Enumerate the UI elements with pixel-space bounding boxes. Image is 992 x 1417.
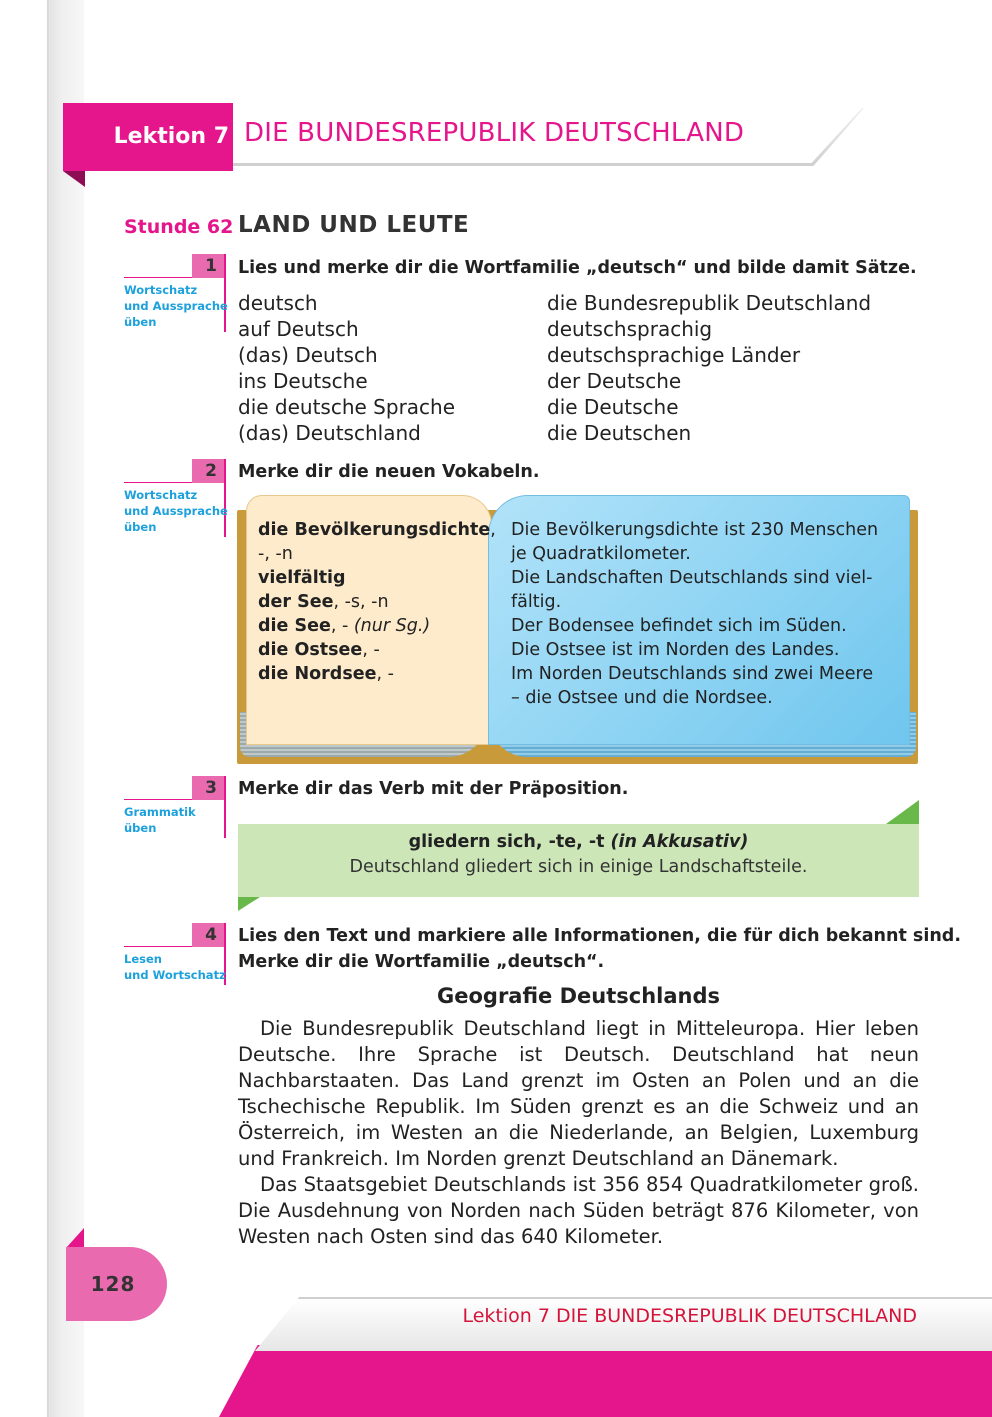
word-item: deutschsprachig [547, 317, 713, 341]
exercise-number: 2 [192, 459, 224, 483]
lesson-label: Lektion 7 [113, 124, 229, 149]
word-item: die deutsche Sprache [238, 395, 456, 419]
word-item: deutschsprachige Länder [547, 343, 801, 367]
vocab-entry: der See, -s, -n [258, 592, 389, 612]
exercise-instruction: Lies den Text und markiere alle Informationen, die für dich bekannt sind. Merke dir die Wortfamilie „deutsch“. [238, 926, 961, 972]
reading-title: Geografie Deutschlands [437, 984, 720, 1008]
vocab-entry: vielfältig [258, 568, 346, 588]
exercise-number: 4 [192, 923, 224, 947]
example-line: je Quadratkilometer. [511, 544, 691, 564]
word-family-right [547, 290, 871, 446]
word-item: (das) Deutsch [238, 343, 378, 367]
stunde-title: LAND UND LEUTE [238, 212, 470, 238]
example-line: Die Bevölkerungsdichte ist 230 Menschen [511, 520, 879, 540]
exercise-marker-rule [124, 799, 192, 800]
reading-text [238, 1016, 919, 1250]
word-item: auf Deutsch [238, 317, 359, 341]
footer-title: Lektion 7 DIE BUNDESREPUBLIK DEUTSCHLAND [462, 1305, 917, 1327]
reading-paragraph: Das Staatsgebiet Deutschlands ist 356 854 Quadratkilometer groß. Die Ausdehnung von Norden nach Süden beträgt 876 Kilometer, von Westen nach Osten sind das 640 Kilometer. [238, 1173, 919, 1248]
exercise-instruction: Merke dir die neuen Vokabeln. [238, 462, 540, 482]
reading-paragraph: Die Bundesrepublik Deutschland liegt in Mitteleuropa. Hier leben Deutsche. Ihre Sprache ist Deutsch. Deutschland hat neun Nachbarstaaten. Das Land grenzt im Osten an Polen und an die Tschechische Republik. Im Süden grenzt es an die Schweiz und an Österreich, im Westen an die Niederlande, an Belgien, Luxemburg und Frankreich. Im Norden grenzt Deutschland an Dänemark. [238, 1017, 919, 1170]
word-family-left [238, 290, 455, 446]
verb-example: Deutschland gliedert sich in einige Landschaftsteile. [349, 857, 808, 877]
vocab-entry: die Ostsee, - [258, 640, 380, 660]
example-line: Die Ostsee ist im Norden des Landes. [511, 640, 840, 660]
example-line: – die Ostsee und die Nordsee. [511, 688, 773, 708]
word-item: (das) Deutschland [238, 421, 421, 445]
exercise-skill-label: Wortschatz und Aussprache üben [124, 283, 228, 329]
page-number: 128 [90, 1272, 136, 1296]
exercise-marker-rule [124, 277, 192, 278]
green-box-corner [238, 897, 260, 911]
exercise-skill-label: Grammatik üben [124, 805, 196, 835]
vocab-entry: die Nordsee, - [258, 664, 394, 684]
exercise-skill-label: Lesen und Wortschatz [124, 952, 226, 982]
example-line: Im Norden Deutschlands sind zwei Meere [511, 664, 874, 684]
vocab-entry: die Bevölkerungsdichte, [258, 520, 496, 540]
vocab-entry: die See, - (nur Sg.) [258, 616, 431, 636]
footer-band [219, 1345, 992, 1417]
exercise-marker-rule [124, 946, 192, 947]
word-item: deutsch [238, 291, 318, 315]
exercise-number: 3 [192, 776, 224, 800]
vocabulary-list [258, 518, 496, 686]
example-sentences [511, 518, 878, 710]
example-line: Der Bodensee befindet sich im Süden. [511, 616, 847, 636]
page-spine-shadow [0, 0, 84, 1417]
example-line: Die Landschaften Deutschlands sind viel- [511, 568, 873, 588]
stunde-label: Stunde 62 [124, 216, 234, 238]
green-box-corner [886, 800, 919, 824]
word-item: die Bundesrepublik Deutschland [547, 291, 872, 315]
exercise-skill-label: Wortschatz und Aussprache üben [124, 488, 228, 534]
exercise-marker-bar [224, 776, 226, 838]
lesson-title: DIE BUNDESREPUBLIK DEUTSCHLAND [244, 118, 745, 148]
word-item: ins Deutsche [238, 369, 368, 393]
spine-line [47, 0, 49, 1417]
word-item: der Deutsche [547, 369, 682, 393]
exercise-instruction: Lies und merke dir die Wortfamilie „deutsch“ und bilde damit Sätze. [238, 258, 917, 278]
word-item: die Deutsche [547, 395, 679, 419]
exercise-marker-rule [124, 482, 192, 483]
example-line: fältig. [511, 592, 562, 612]
exercise-number: 1 [192, 254, 224, 278]
vocab-entry: -, -n [258, 544, 293, 564]
word-item: die Deutschen [547, 421, 692, 445]
verb-rule: gliedern sich, -te, -t (in Akkusativ) [408, 832, 749, 852]
exercise-instruction: Merke dir das Verb mit der Präposition. [238, 779, 629, 799]
